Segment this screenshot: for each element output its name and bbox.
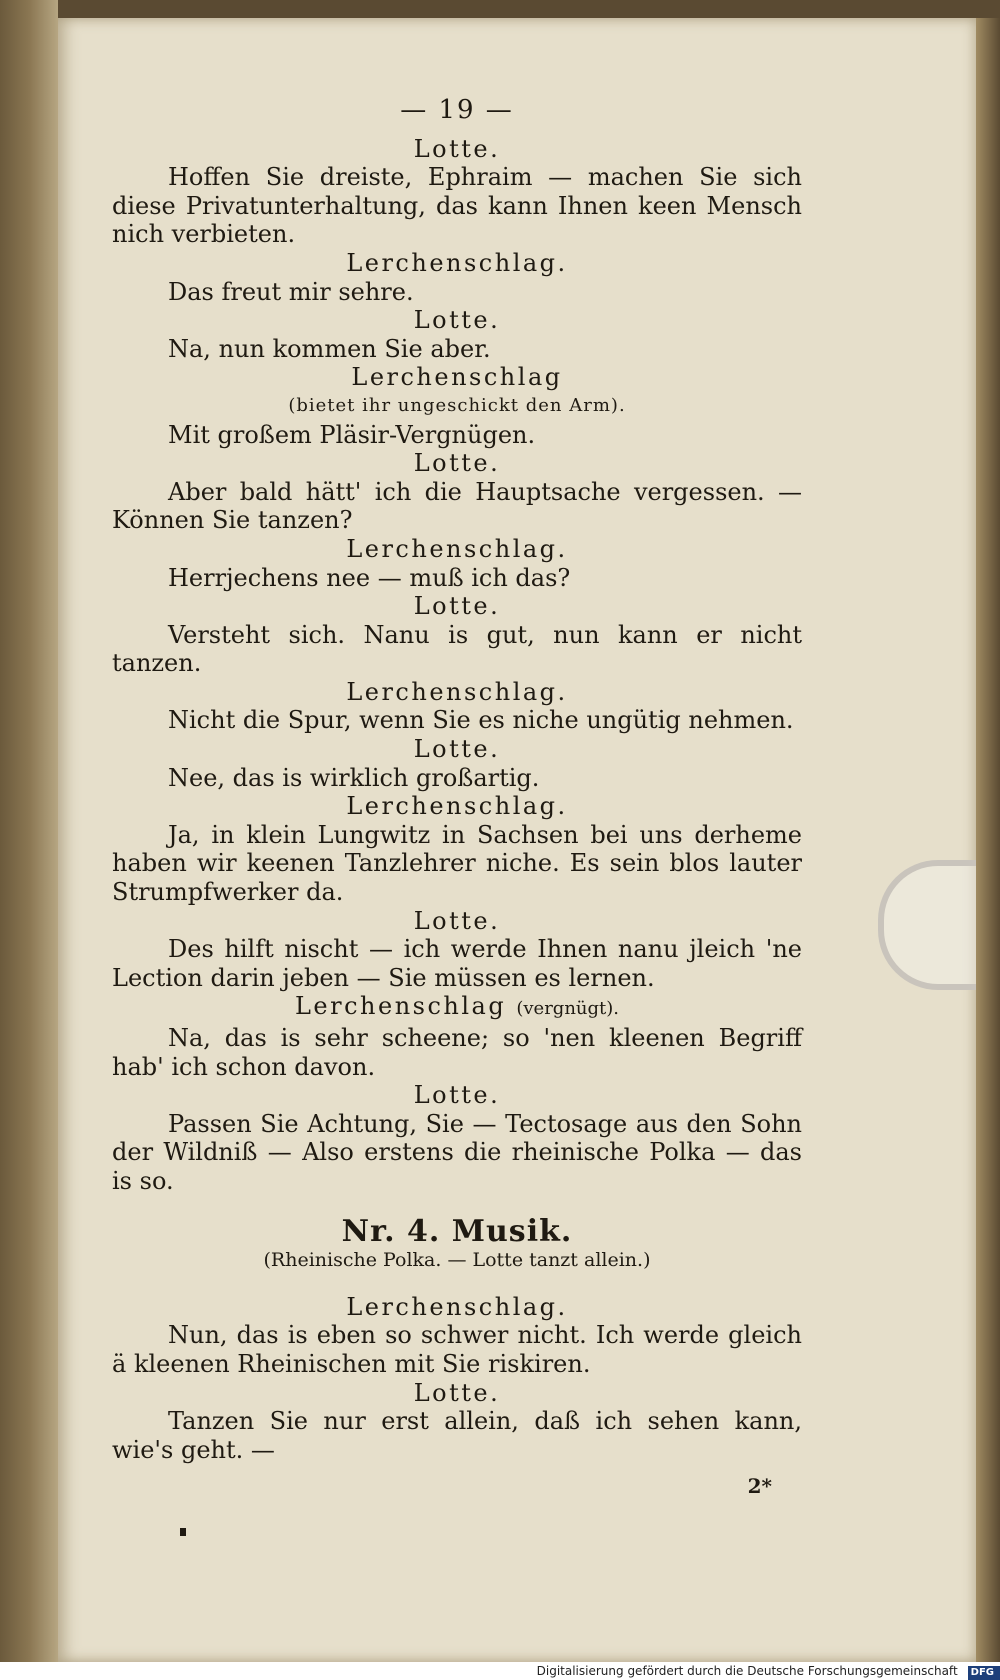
speaker-name: Lerchenschlag.	[346, 248, 568, 277]
dialogue-line: Na, das is sehr scheene; so 'nen kleenen Begriff hab' ich schon davon.	[112, 1024, 802, 1081]
speaker-name: Lotte.	[413, 592, 501, 621]
dialogue-line: Passen Sie Achtung, Sie — Tectosage aus den Sohn der Wildniß — Also erstens die rheinische Polka — das is so.	[112, 1109, 802, 1195]
dialogue-line: Nun, das is eben so schwer nicht. Ich werde gleich ä kleenen Rheinischen mit Sie riskiren.	[112, 1321, 802, 1378]
stage-direction: (vergnügt).	[516, 998, 620, 1020]
ink-mark	[180, 1528, 186, 1536]
dialogue-line: Hoffen Sie dreiste, Ephraim — machen Sie sich diese Privatunterhaltung, das kann Ihnen keen Mensch nich verbieten.	[112, 163, 802, 249]
speaker-name: Lerchenschlag.	[346, 792, 568, 821]
speaker-name: Lerchenschlag.	[346, 534, 568, 563]
dialogue-line: Des hilft nischt — ich werde Ihnen nanu jleich 'ne Lection darin jeben — Sie müssen es lernen.	[112, 935, 802, 992]
dialogue-line: Ja, in klein Lungwitz in Sachsen bei uns derheme haben wir keenen Tanzlehrer niche. Es sein blos lauter Strumpfwerker da.	[112, 820, 802, 907]
dialogue-line: Mit großem Pläsir-Vergnügen.	[168, 420, 536, 449]
speaker-name: Lotte.	[413, 134, 501, 163]
music-direction: (Rheinische Polka. — Lotte tanzt allein.)	[263, 1249, 651, 1272]
footer-bar	[0, 1662, 1000, 1680]
dialogue-line: Das freut mir sehre.	[168, 277, 414, 306]
speaker-name: Lerchenschlag.	[346, 1292, 568, 1321]
paper-clip	[878, 860, 976, 990]
speaker-name: Lotte.	[413, 1378, 501, 1407]
dialogue-line: Aber bald hätt' ich die Hauptsache vergessen. — Können Sie tanzen?	[112, 477, 802, 535]
signature-mark: 2*	[747, 1474, 772, 1499]
stage-direction: (bietet ihr ungeschickt den Arm).	[288, 394, 626, 416]
dialogue-line: Herrjechens nee — muß ich das?	[168, 563, 571, 592]
dialogue-line: Nee, das is wirklich großartig.	[168, 763, 540, 792]
speaker-name: Lotte.	[413, 449, 501, 478]
dialogue-line: Tanzen Sie nur erst allein, daß ich sehen kann, wie's geht. —	[112, 1407, 802, 1464]
dfg-logo: DFG	[968, 1666, 1000, 1680]
dialogue-body	[112, 135, 802, 1465]
dialogue-line: Na, nun kommen Sie aber.	[168, 334, 491, 363]
music-heading: Nr. 4. Musik.	[341, 1213, 573, 1249]
speaker-name: Lotte.	[413, 906, 501, 935]
dialogue-line: Nicht die Spur, wenn Sie es niche ungütig nehmen.	[168, 706, 794, 735]
speaker-name: Lerchenschlag.	[346, 677, 568, 706]
speaker-with-direction	[112, 992, 802, 1024]
speaker-name: Lerchenschlag	[351, 363, 563, 392]
page-right-edge	[976, 18, 1000, 1662]
speaker-name: Lerchenschlag	[294, 992, 507, 1021]
dialogue-line: Versteht sich. Nanu is gut, nun kann er nicht tanzen.	[112, 620, 802, 678]
speaker-name: Lotte.	[413, 1081, 501, 1110]
page-number: — 19 —	[400, 95, 514, 125]
scan-binding-edge	[0, 0, 58, 1662]
speaker-name: Lotte.	[413, 735, 501, 764]
page-text	[112, 96, 802, 1501]
speaker-name: Lotte.	[413, 306, 501, 335]
footer-credit: Digitalisierung gefördert durch die Deutsche Forschungsgemeinschaft	[536, 1664, 958, 1678]
